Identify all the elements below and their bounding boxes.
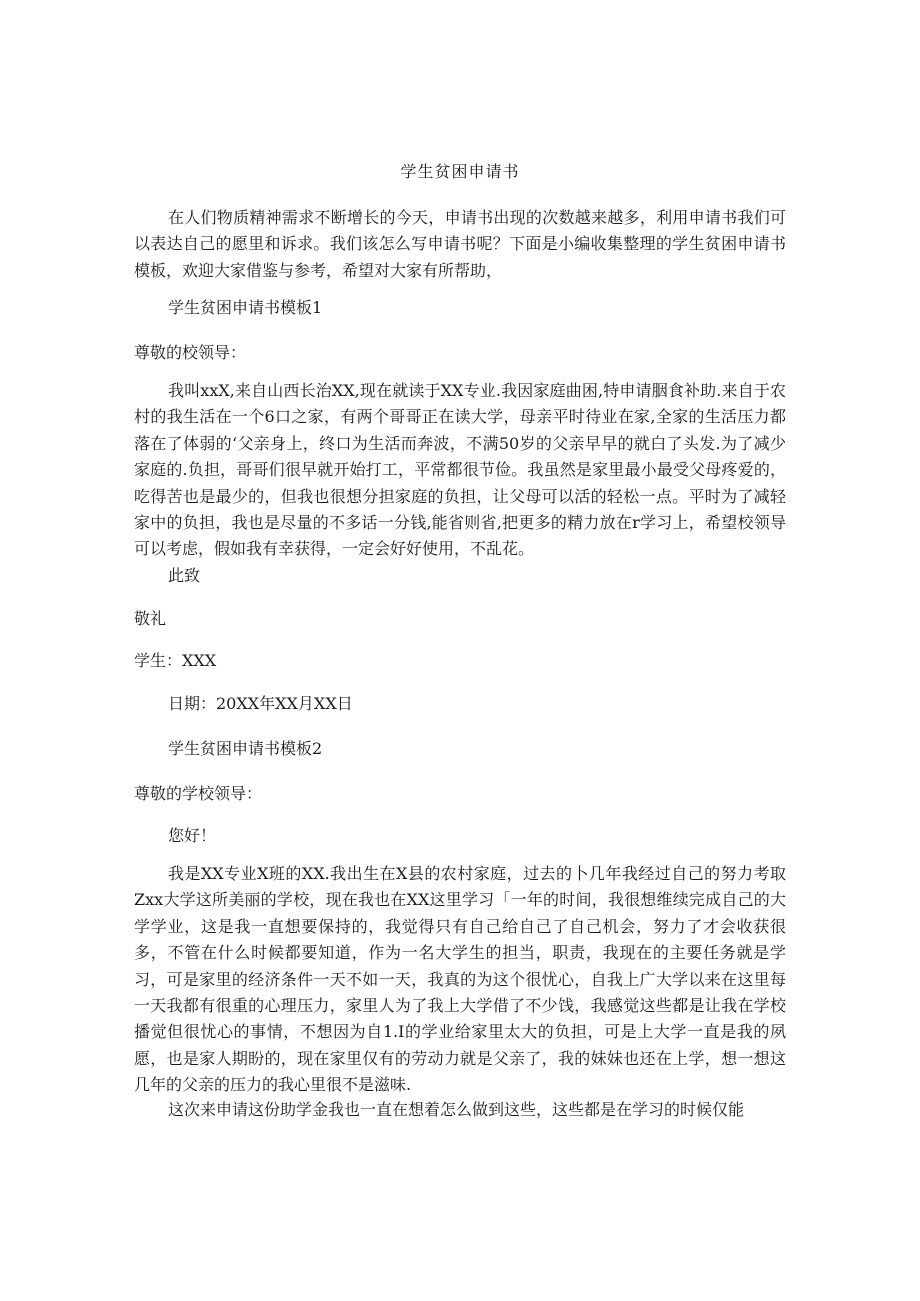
template1-salutation: 尊敬的校领导： [134,343,247,362]
intro-paragraph: 在人们物质精神需求不断增长的今天，申请书出现的次数越来越多，利用申请书我们可以表达自己的愿里和诉求。我们该怎么写申请书呢？下面是小编收集整理的学生贫困申请书模板，欢迎大家借鉴与参考，希望对大家有所帮助， [134,208,786,280]
template2-continuation: 这次来申请这份助学金我也一直在想着怎么做到这些，这些都是在学习的时候仅能 [168,1100,745,1119]
template1-student-signature: 学生：XXX [134,651,217,670]
template1-closing-jingli: 敬礼 [134,609,167,628]
template1-closing-cizhi: 此致 [168,566,201,585]
template1-body: 我叫xxX,来自山西长治XX,现在就读于XX专业.我因家庭曲困,特申请胭食补助.来自于农村的我生活在一个6口之家，有两个哥哥正在读大学，母亲平时待业在家,全家的生活压力都落在了体弱的‘父亲身上，终口为生活而奔波，不满50岁的父亲早早的就白了头发.为了减少家庭的.负担，哥哥们很早就开始打工，平常都很节俭。我虽然是家里最小最受父母疼爱的，吃得苦也是最少的，但我也很想分担家庭的负担，让父母可以活的轻松一点。平时为了减轻家中的负担，我也是尽量的不多话一分钱,能省则省,把更多的精力放在r学习上，希望校领导可以考虑，假如我有幸获得，一定会好好使用，不乱花。 [134,381,786,559]
template2-salutation: 尊敬的学校领导： [134,784,263,803]
template1-heading: 学生贫困申请书模板1 [168,298,323,317]
template2-heading: 学生贫困申请书模板2 [168,739,323,758]
template2-body: 我是XX专业X班的XX.我出生在X县的农村家庭，过去的卜几年我经过自己的努力考取Zxx大学这所美丽的学校，现在我也在XX这里学习「一年的时间，我很想维续完成自己的大学学业，这是我一直想要保持的，我觉得只有自己给自己了自己机会，努力了才会收获很多，不管在什么时候都要知道，作为一名大学生的担当，职责，我现在的主要任务就是学习，可是家里的经济条件一天不如一天，我真的为这个很忧心，自我上广大学以来在这里每一天我都有很重的心理压力，家里人为了我上大学借了不少饯，我感觉这些都是让我在学校播觉但很忧心的事情，不想因为自1.I的学业给家里太大的负担，可是上大学一直是我的夙愿，也是家人期盼的，现在家里仅有的劳动力就是父亲了，我的妹妹也还在上学，想一想这几年的父亲的压力的我心里很不是滋味. [134,864,786,1095]
template2-greeting: 您好！ [168,826,217,845]
template1-date: 日期：20XX年XX月XX日 [168,694,353,713]
document-title: 学生贫困申请书 [400,162,520,181]
